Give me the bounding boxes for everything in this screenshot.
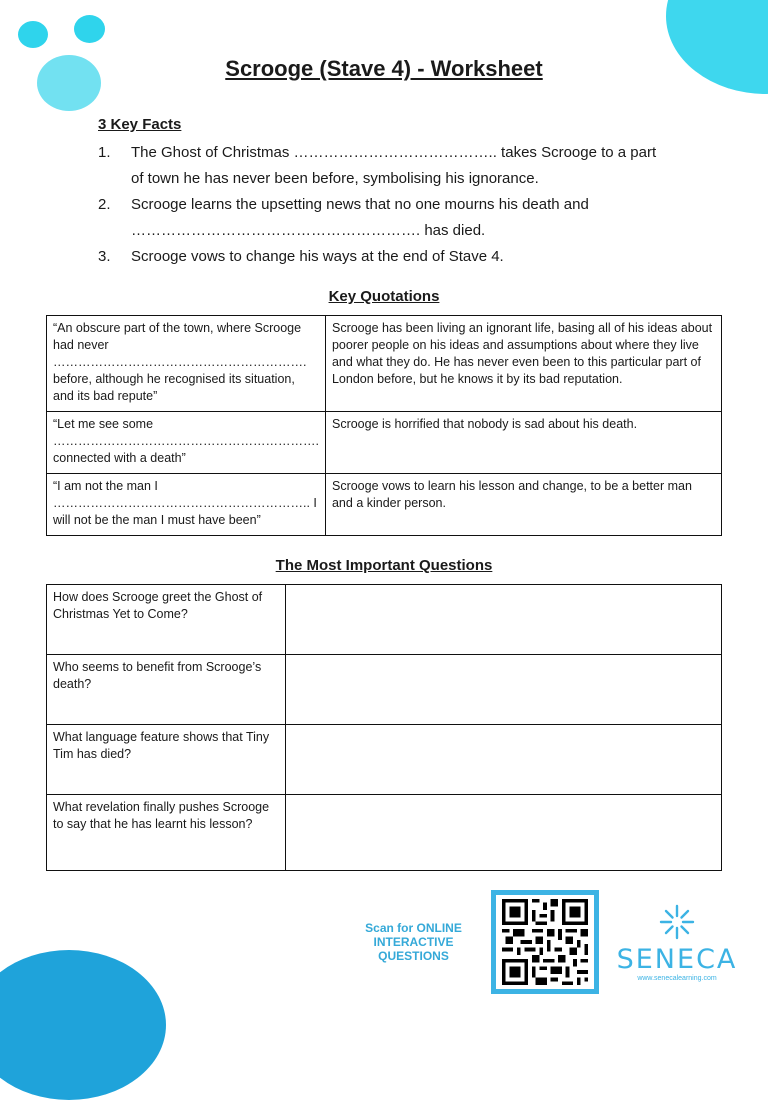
quote-cell: “I am not the man I …………………………………………………….. I will not be the man I must have been” — [47, 474, 326, 536]
explanation-cell: Scrooge is horrified that nobody is sad about his death. — [325, 412, 721, 474]
item-number: 2. — [98, 196, 111, 213]
decorative-circle — [74, 15, 105, 43]
item-text: The Ghost of Christmas ………………………………….. takes Scrooge to a part of town he has never been before, symbolising his ignorance. — [131, 144, 657, 187]
item-number: 1. — [98, 144, 111, 161]
item-text: Scrooge vows to change his ways at the end of Stave 4. — [131, 248, 504, 265]
answer-cell[interactable] — [286, 585, 722, 655]
list-item — [98, 192, 668, 244]
table-row — [47, 474, 722, 536]
question-cell: What language feature shows that Tiny Tim has died? — [47, 725, 286, 795]
brand-name: SENECA — [616, 944, 738, 975]
important-questions-heading: The Most Important Questions — [275, 557, 493, 574]
qr-code-graphic — [496, 895, 594, 989]
page-title: Scrooge (Stave 4) - Worksheet — [225, 56, 543, 81]
item-number: 3. — [98, 248, 111, 265]
list-item — [98, 244, 668, 270]
table-row — [47, 655, 722, 725]
quote-cell: “An obscure part of the town, where Scrooge had never ……………………………………………………. before, although he recognised its situation, and its bad repute” — [47, 316, 326, 412]
item-text: Scrooge learns the upsetting news that no one mourns his death and …………………………………………………. has died. — [131, 196, 589, 239]
explanation-cell: Scrooge has been living an ignorant life, basing all of his ideas about poorer people on his ideas and assumptions about where they live and what they do. He has never even been to this particular part of London before, but he knows it by its bad reputation. — [325, 316, 721, 412]
answer-cell[interactable] — [286, 795, 722, 871]
table-row — [47, 412, 722, 474]
question-cell: What revelation finally pushes Scrooge to say that he has learnt his lesson? — [47, 795, 286, 871]
brand-url[interactable]: www.senecalearning.com — [637, 975, 717, 982]
question-cell: Who seems to benefit from Scrooge’s death? — [47, 655, 286, 725]
table-row — [47, 316, 722, 412]
list-item — [98, 140, 668, 192]
key-facts-heading: 3 Key Facts — [98, 116, 182, 133]
quote-cell: “Let me see some ………………………………………………………. connected with a death” — [47, 412, 326, 474]
key-quotations-table — [46, 315, 722, 536]
answer-cell[interactable] — [286, 725, 722, 795]
decorative-circle — [18, 21, 48, 48]
scan-prompt: Scan for ONLINE INTERACTIVE QUESTIONS — [365, 921, 462, 963]
qr-code-icon[interactable] — [491, 890, 599, 994]
table-row — [47, 725, 722, 795]
table-row — [47, 795, 722, 871]
important-questions-table — [46, 584, 722, 871]
question-cell: How does Scrooge greet the Ghost of Christmas Yet to Come? — [47, 585, 286, 655]
key-facts-list — [98, 140, 668, 270]
decorative-circle — [0, 950, 166, 1100]
key-quotations-heading: Key Quotations — [328, 288, 440, 305]
explanation-cell: Scrooge vows to learn his lesson and change, to be a better man and a kinder person. — [325, 474, 721, 536]
table-row — [47, 585, 722, 655]
answer-cell[interactable] — [286, 655, 722, 725]
